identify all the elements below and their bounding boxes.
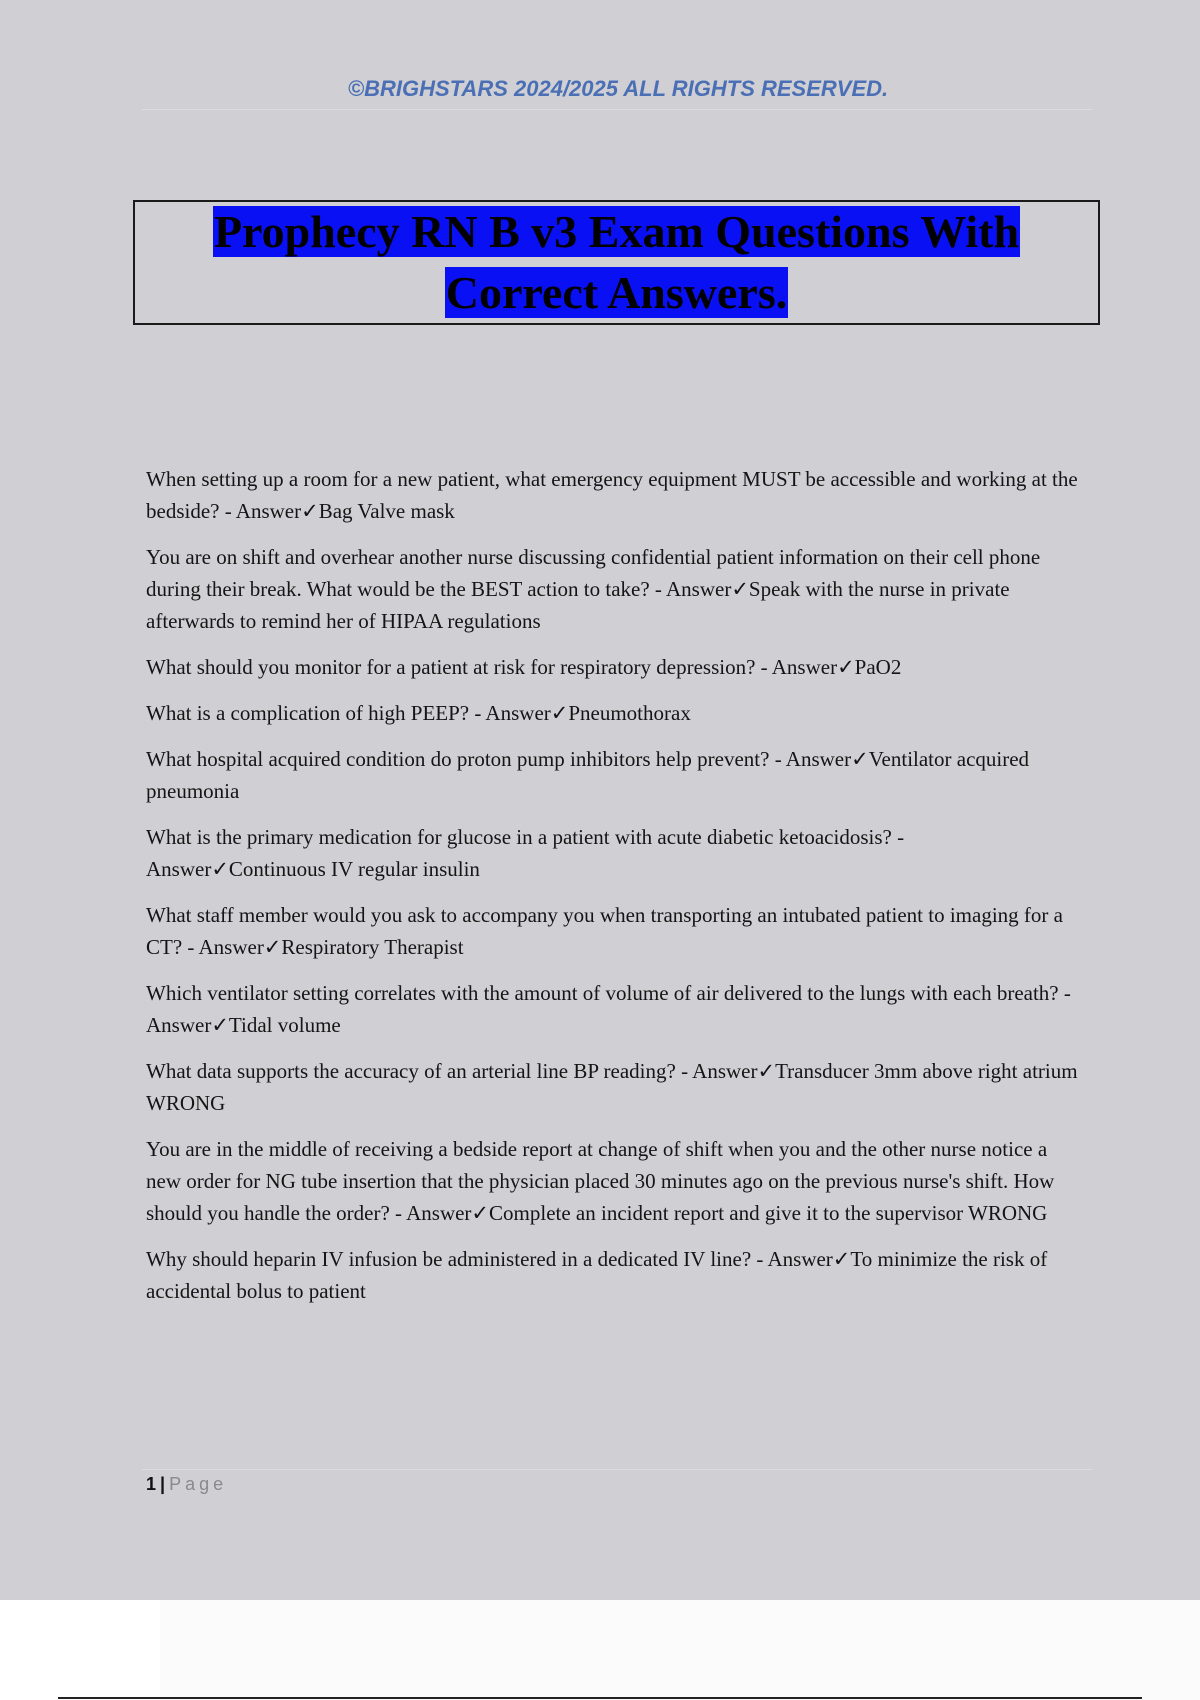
title-box bbox=[133, 200, 1100, 325]
page-footer bbox=[146, 1474, 227, 1495]
title-line-2 bbox=[135, 262, 1098, 323]
qa-item: You are in the middle of receiving a bedside report at change of shift when you and the other nurse notice a new order for NG tube insertion that the physician placed 30 minutes ago on the previous nurse's shift. How should you handle the order? - Answer✓Complete an incident report and give it to the supervisor WRONG bbox=[146, 1137, 1055, 1225]
qa-item: Why should heparin IV infusion be administered in a dedicated IV line? - Answer✓To minimize the risk of accidental bolus to patient bbox=[146, 1247, 1048, 1303]
header-divider bbox=[142, 109, 1092, 110]
title-line-1-text: Prophecy RN B v3 Exam Questions With bbox=[213, 206, 1020, 257]
title-line-2-text: Correct Answers. bbox=[445, 267, 788, 318]
qa-list bbox=[146, 463, 1086, 1321]
qa-item: What data supports the accuracy of an arterial line BP reading? - Answer✓Transducer 3mm above right atrium WRONG bbox=[146, 1059, 1078, 1115]
qa-item: What hospital acquired condition do proton pump inhibitors help prevent? - Answer✓Ventilator acquired pneumonia bbox=[146, 747, 1030, 803]
footer-divider bbox=[142, 1469, 1092, 1470]
bottom-divider bbox=[58, 1697, 1142, 1699]
qa-item: When setting up a room for a new patient, what emergency equipment MUST be accessible and working at the bedside? - Answer✓Bag Valve mask bbox=[146, 467, 1078, 523]
page-number: 1 bbox=[146, 1474, 157, 1494]
footer-separator: | bbox=[160, 1474, 166, 1494]
qa-item: Which ventilator setting correlates with the amount of volume of air delivered to the lungs with each breath? - Answer✓Tidal volume bbox=[146, 981, 1071, 1037]
title-line-1 bbox=[135, 201, 1098, 262]
qa-item: What is a complication of high PEEP? - Answer✓Pneumothorax bbox=[146, 701, 691, 725]
page-label: Page bbox=[169, 1474, 228, 1494]
qa-item: What should you monitor for a patient at risk for respiratory depression? - Answer✓PaO2 bbox=[146, 655, 902, 679]
next-page-strip bbox=[160, 1600, 1200, 1700]
qa-item: What is the primary medication for glucose in a patient with acute diabetic ketoacidosis? - Answer✓Continuous IV regular insulin bbox=[146, 825, 905, 881]
qa-item: What staff member would you ask to accompany you when transporting an intubated patient to imaging for a CT? - Answer✓Respiratory Therapist bbox=[146, 903, 1063, 959]
copyright-header: ©BRIGHSTARS 2024/2025 ALL RIGHTS RESERVED. bbox=[347, 76, 889, 101]
qa-item: You are on shift and overhear another nurse discussing confidential patient information on their cell phone during their break. What would be the BEST action to take? - Answer✓Speak with the nurse in private afterwards to remind her of HIPAA regulations bbox=[146, 545, 1041, 633]
